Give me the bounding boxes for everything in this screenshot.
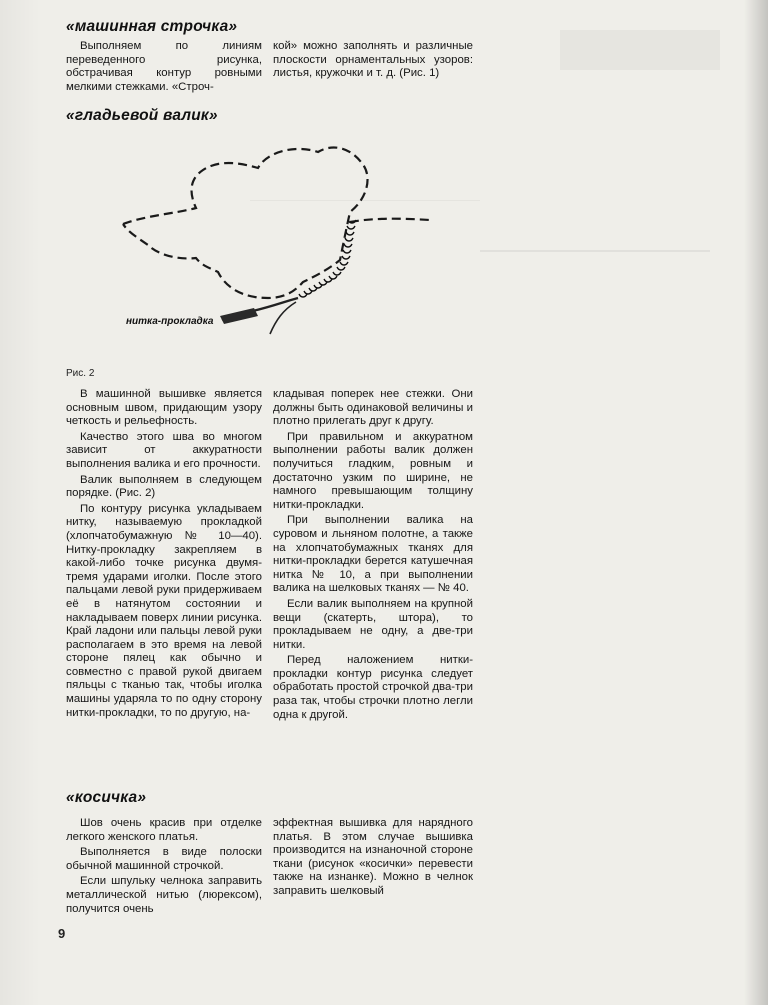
section3-left-paragraph: Шов очень красив при отделке легкого женского платья. [66,817,262,843]
figure-label-thread: нитка-прокладка [126,316,214,327]
section2-left-paragraph: Качество этого шва во многом зависит от аккуратности выполнения валика и его прочности. [66,430,262,470]
section3-left-paragraph: Выполняется в виде полоски обычной машинной строчкой. [66,846,262,872]
section2-right-paragraph: При правильном и аккуратном выполнении работы валик должен получиться гладким, ровным и достаточно узким по ширине, не намного превышающим толщину нитки-прокладки. [273,430,473,511]
section2-right-column [273,388,473,724]
section1-right-paragraph: кой» можно заполнять и различные плоскости орнаментальных узоров: листья, кружочки и т. д. (Рис. 1) [273,40,473,80]
page-number: 9 [58,926,66,941]
heading-braid: «косичка» [66,789,147,806]
section2-right-paragraph: кладывая поперек нее стежки. Они должны быть одинаковой величины и плотно прилегать друг к другу. [273,388,473,428]
section2-left-paragraph: В машинной вышивке является основным швом, придающим узору четкость и рельефность. [66,388,262,428]
section3-left-paragraph: Если шпульку челнока заправить металлической нитью (люрексом), получится очень [66,875,262,915]
section1-left-paragraph: Выполняем по линиям переведенного рисунка, обстрачивая контур ровными мелкими стежками. «Строч- [66,40,262,93]
thread-underlay-band [220,308,258,324]
section2-right-paragraph: При выполнении валика на суровом и льняном полотне, а также на хлопчатобумажных тканях для нитки-прокладки берется катушечная нитка № 10, а при выполнении валика на шелковых тканях — № 40. [273,514,473,595]
figure-caption: Рис. 2 [66,368,95,379]
section2-left-paragraph: Валик выполняем в следующем порядке. (Рис. 2) [66,473,262,500]
heading-machine-stitch: «машинная строчка» [66,18,238,35]
satin-roll-coil [299,220,356,297]
thread-underlay-line [270,302,296,334]
dashed-continuation-line [350,219,430,222]
dashed-contour-line [123,147,368,298]
show-through-ghost [560,30,720,70]
section2-left-paragraph: По контуру рисунка укладываем нитку, называемую прокладкой (хлопчатобумажную № 10—40). Нитку-прокладку закрепляем в какой-либо точке рисунка двумя-тремя ударами иголки. После этого пальцами левой руки придерживаем её в натянутом состоянии и накладываем поверх линии рисунка. Край ладони или пальцы левой руки располагаем в это время на левой стороне пялец как обычно и совместно с правой рукой двигаем пяльцы с тканью так, чтобы иголка машины ударяла то по одну сторону нитки-прокладки, то по другую, на- [66,502,262,719]
section2-right-paragraph: Если валик выполняем на крупной вещи (скатерть, штора), то прокладываем не одну, а две-три нитки. [273,597,473,651]
section1-left-column [66,40,262,96]
section2-right-paragraph: Перед наложением нитки-прокладки контур рисунка следует обработать простой строчкой два-три раза так, чтобы строчки плотно легли одна к другой. [273,654,473,721]
show-through-ghost [480,250,710,252]
heading-satin-roll: «гладьевой валик» [66,107,218,124]
figure-satin-roll-diagram [118,140,448,360]
section2-left-column [66,388,262,722]
section1-right-column [273,40,473,83]
section3-left-column [66,817,262,918]
section3-right-paragraph: эффектная вышивка для нарядного платья. В этом случае вышивка производится на изнаночной стороне ткани (рисунок «косички» перевести также на изнанке). Можно в челнок заправить шелковый [273,817,473,897]
section3-right-column [273,817,473,901]
